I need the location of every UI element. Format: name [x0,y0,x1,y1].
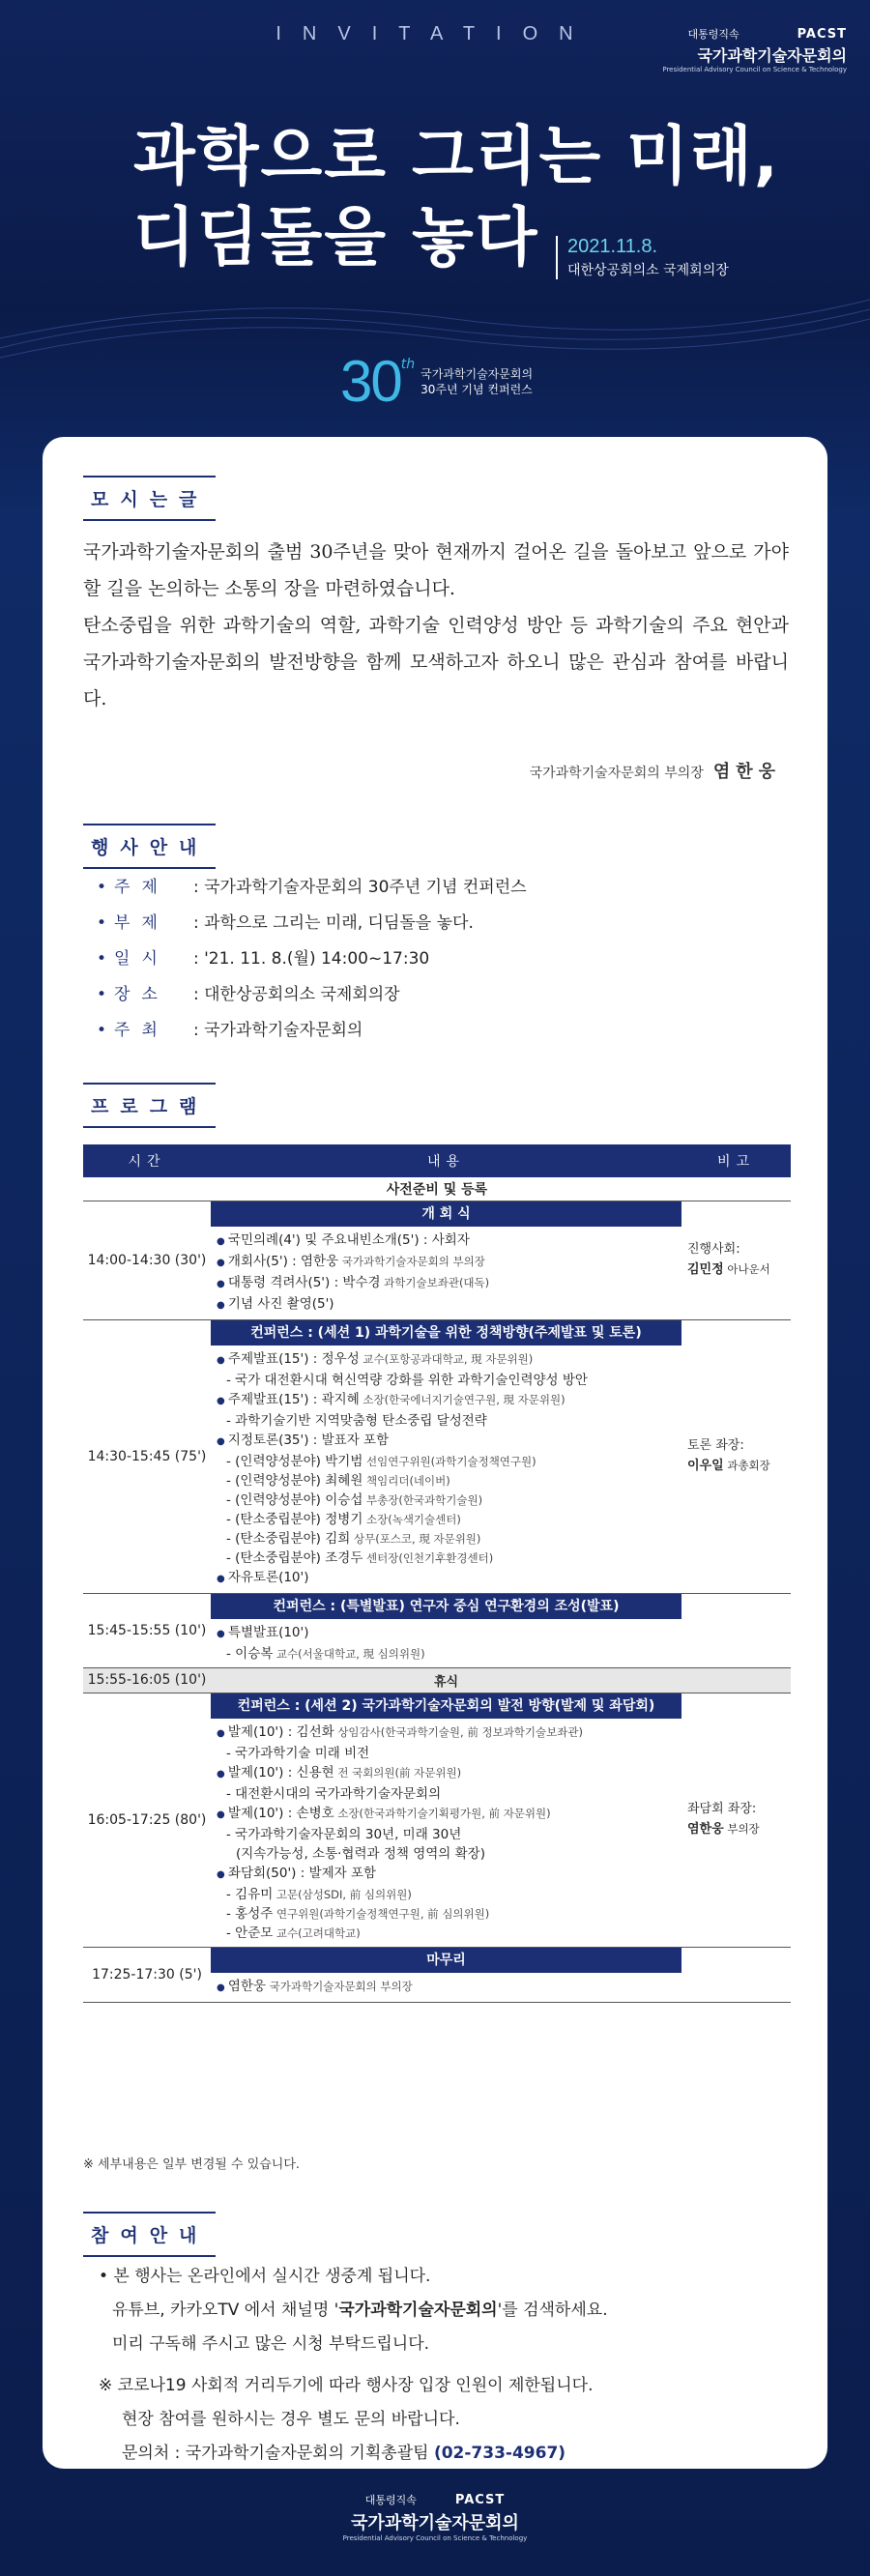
program-item [217,1273,676,1294]
item-text: 자유토론(10') [227,1569,309,1585]
item-text: - 김유미 [226,1886,274,1902]
item-detail: 책임리더(네이버) [362,1473,450,1488]
session-content [211,1593,682,1667]
item-text: 염한웅 [227,1978,267,1994]
join-section [83,2212,216,2257]
anniversary-logo [340,348,533,415]
join-heading: 참여안내 [83,2212,216,2257]
session-content [211,1201,682,1319]
footer-org-name: 국가과학기술자문회의 [351,2513,519,2533]
session-time: 14:00-14:30 (30') [83,1201,211,1319]
signer-title: 국가과학기술자문회의 부의장 [529,766,704,781]
program-subitem [217,1885,676,1904]
program-subitem [217,1548,676,1568]
session-note [682,1319,791,1593]
session-content [211,1693,682,1947]
event-section [83,824,216,869]
event-date: 2021.11.8. [567,236,658,257]
program-item [217,1230,676,1252]
item-detail: 국가과학기술자문회의 부의장 [266,1979,413,1993]
program-subitem [217,1644,676,1664]
program-heading: 프로그램 [83,1083,216,1128]
item-text: - (탄소중립분야) 조경두 [226,1549,363,1566]
item-text: 주제발표(15') : 정우성 [227,1350,360,1367]
program-subitem [217,1471,676,1491]
item-text: - (탄소중립분야) 김희 [226,1530,351,1547]
session-note [682,1947,791,2002]
program-item [217,1804,676,1825]
event-row-value: : 국가과학기술자문회의 30주년 기념 컨퍼런스 [193,878,527,897]
item-text: 대통령 격려사(5') : 박수경 [227,1274,381,1290]
org-english-name: Presidential Advisory Council on Science & Technology [662,66,847,73]
program-item [217,1722,676,1744]
item-text: - (인력양성분야) 이승섭 [226,1491,363,1508]
program-subitem [217,1744,676,1763]
session-content [211,1319,682,1593]
item-detail: 부총장(한국과학기술원) [362,1492,483,1507]
item-text: - 이승복 [226,1645,274,1662]
item-text: 발제(10') : 신용현 [227,1764,334,1780]
footer-org-english: Presidential Advisory Council on Science & Technology [342,2534,528,2542]
program-subitem [217,1452,676,1471]
greeting-section [83,476,216,521]
footer-top-row [0,2492,870,2507]
greeting-paragraph-1: 국가과학기술자문회의 출범 30주년을 맞아 현재까지 걸어온 길을 돌아보고 앞으로 가야할 길을 논의하는 소통의 장을 마련하였습니다. [83,541,789,599]
join-line-1: • 본 행사는 온라인에서 실시간 생중계 됩니다. [99,2267,431,2286]
program-subitem [217,1825,676,1844]
contact-label: 문의처 : 국가과학기술자문회의 기획총괄팀 [122,2444,434,2463]
program-item [217,1568,676,1589]
org-abbr: PACST [797,27,847,42]
session-content [211,1947,682,2002]
session-items [211,1619,682,1667]
program-item [217,1864,676,1885]
session-items [211,1227,682,1319]
session-items [211,1346,682,1593]
date-venue-box [556,236,729,279]
event-row [97,1013,527,1049]
org-small-label: 대통령직속 [687,28,740,41]
item-text: - 안준모 [226,1925,274,1941]
event-row-value: : 국가과학기술자문회의 [193,1021,363,1040]
session-row [83,1947,791,2002]
item-text: (지속가능성, 소통·협력과 정책 영역의 확장) [236,1845,485,1862]
title-line-2: 디딤돌을 놓다 [133,200,539,275]
col-time: 시간 [83,1144,211,1177]
program-item [217,1390,676,1411]
item-detail: 고문(삼성SDI, 前 심의위원) [273,1887,412,1901]
col-note: 비고 [682,1144,791,1177]
join-line-5: 현장 참여를 원하시는 경우 별도 문의 바랍니다. [122,2410,460,2429]
item-text: - 국가 대전환시대 혁신역량 강화를 위한 과학기술인력양성 방안 [226,1372,588,1388]
event-info-list [97,870,527,1049]
session-time: 15:55-16:05 (10') [83,1667,211,1693]
title-line-1: 과학으로 그리는 미래, [133,119,780,193]
item-text: - 과학기술기반 지역맞춤형 탄소중립 달성전략 [226,1412,487,1429]
note-label: 진행사회: [687,1242,740,1257]
event-row-value: : '21. 11. 8.(월) 14:00~17:30 [193,949,430,969]
session-note [682,1593,791,1667]
anniversary-text [420,366,533,397]
signature [530,758,781,783]
org-name: 국가과학기술자문회의 [697,46,847,65]
session-note [682,1667,791,1693]
event-venue: 대한상공회의소 국제회의장 [567,263,729,278]
session-row [83,1201,791,1319]
program-item [217,1349,676,1371]
program-subitem [217,1924,676,1943]
hero-header [0,0,870,445]
item-text: 발제(10') : 손병호 [227,1805,334,1821]
item-text: 지정토론(35') : 발표자 포함 [227,1432,390,1448]
session-title: 개 회 식 [211,1201,682,1227]
join-line-2a: 유튜브, 카카오TV 에서 채널명 ' [112,2301,339,2320]
item-detail: 소장(한국과학기술기획평가원, 前 자문위원) [334,1806,551,1820]
event-row [97,941,527,977]
event-row-key: • 주제 [97,870,193,906]
note-name: 이우일 [687,1459,724,1473]
anniversary-line-2: 30주년 기념 컨퍼런스 [420,382,533,396]
col-content: 내용 [211,1144,682,1177]
contact-phone: (02-733-4967) [433,2444,566,2463]
item-text: 좌담회(50') : 발제자 포함 [227,1865,377,1881]
greeting-paragraph-2: 탄소중립을 위한 과학기술의 역할, 과학기술 인력양성 방안 등 과학기술의 주요 현안과 국가과학기술자문회의 발전방향을 함께 모색하고자 하오니 많은 관심과 참여를 바랍니다. [83,615,789,709]
program-item [217,1623,676,1644]
item-detail: 전 국회의원(前 자문위원) [334,1765,462,1780]
program-subitem [217,1510,676,1529]
program-subitem [217,1529,676,1548]
session-row [83,1319,791,1593]
session-title: 컨퍼런스 : (세션 2) 국가과학기술자문회의 발전 방향(발제 및 좌담회) [211,1693,682,1719]
item-text: - 국가과학기술자문회의 30년, 미래 30년 [226,1826,462,1842]
item-detail: 연구위원(과학기술정책연구원, 前 심의위원) [273,1906,490,1921]
footer-logo [0,2492,870,2542]
program-section [83,1083,216,1128]
program-subitem [217,1844,676,1864]
join-info [99,2260,608,2471]
note-label: 좌담회 좌장: [687,1802,757,1816]
session-items [211,1719,682,1947]
item-detail: 교수(고려대학교) [273,1925,361,1940]
item-detail: 교수(포항공과대학교, 現 자문위원) [359,1351,534,1366]
event-row [97,977,527,1013]
item-text: - 홍성주 [226,1905,274,1922]
join-line-6 [99,2437,608,2471]
item-detail: 상무(포스코, 現 자문위원) [350,1531,481,1546]
program-table [83,1144,791,2003]
note-role: 아나운서 [723,1262,770,1276]
session-row [83,1593,791,1667]
item-text: - (인력양성분야) 박기범 [226,1453,363,1469]
program-subitem [217,1784,676,1804]
item-text: 기념 사진 촬영(5') [227,1295,334,1312]
item-text: - 대전환시대의 국가과학기술자문회의 [226,1785,442,1802]
prep-row [83,1177,791,1201]
session-note [682,1693,791,1947]
item-text: - 국가과학기술 미래 비전 [226,1745,370,1761]
prep-label: 사전준비 및 등록 [83,1177,791,1201]
signer-name: 염한웅 [712,762,781,782]
item-text: 발제(10') : 김선화 [227,1723,334,1740]
anniversary-number: 30 [340,349,401,414]
event-row-key: • 부제 [97,906,193,941]
item-text: 국민의례(4') 및 주요내빈소개(5') : 사회자 [227,1231,470,1248]
item-detail: 국가과학기술자문회의 부의장 [338,1254,485,1268]
note-name: 김민정 [687,1262,724,1277]
join-line-4: ※ 코로나19 사회적 거리두기에 따라 행사장 입장 인원이 제한됩니다. [99,2376,594,2395]
channel-name: 국가과학기술자문회의 [338,2301,498,2320]
session-time: 15:45-15:55 (10') [83,1593,211,1667]
program-item [217,1977,676,1998]
item-text: 개회사(5') : 염한웅 [227,1253,339,1269]
event-heading: 행사안내 [83,824,216,869]
session-title: 마무리 [211,1948,682,1973]
program-subitem [217,1491,676,1510]
event-row-key: • 일시 [97,941,193,977]
program-footnote: ※ 세부내용은 일부 변경될 수 있습니다. [83,2157,301,2172]
item-text: 특별발표(10') [227,1624,309,1640]
event-row-key: • 주최 [97,1013,193,1049]
break-label: 휴식 [211,1667,682,1693]
event-row [97,906,527,941]
item-detail: 센터장(인천기후환경센터) [362,1550,494,1565]
join-line-3: 미리 구독해 주시고 많은 시청 부탁드립니다. [112,2334,430,2354]
note-label: 토론 좌장: [687,1438,744,1453]
session-time: 17:25-17:30 (5') [83,1947,211,2002]
program-item [217,1294,676,1316]
session-time: 16:05-17:25 (80') [83,1693,211,1947]
item-text: - (인력양성분야) 최혜원 [226,1472,363,1489]
event-row-key: • 장소 [97,977,193,1013]
session-note [682,1201,791,1319]
session-items [211,1973,682,2002]
item-detail: 소장(녹색기술센터) [362,1512,461,1526]
program-item [217,1431,676,1452]
session-row [83,1693,791,1947]
item-detail: 상임감사(한국과학기술원, 前 정보과학기술보좌관) [334,1724,583,1739]
item-detail: 선임연구위원(과학기술정책연구원) [362,1454,536,1468]
program-subitem [217,1371,676,1390]
item-detail: 과학기술보좌관(대독) [380,1275,490,1289]
footer-org-small: 대통령직속 [364,2494,417,2506]
greeting-heading: 모시는글 [83,476,216,521]
note-role: 과총회장 [723,1459,770,1472]
event-row [97,870,527,906]
org-logo-top [662,23,847,73]
content-card [43,437,827,2469]
session-title: 컨퍼런스 : (특별발표) 연구자 중심 연구환경의 조성(발표) [211,1594,682,1619]
anniversary-suffix: th [400,356,416,372]
footer-org-abbr: PACST [454,2493,506,2507]
session-title: 컨퍼런스 : (세션 1) 과학기술을 위한 정책방향(주제발표 및 토론) [211,1320,682,1346]
program-subitem [217,1411,676,1431]
note-name: 염한웅 [687,1822,724,1837]
event-row-value: : 과학으로 그리는 미래, 디딤돌을 놓다. [193,913,474,933]
item-detail: 소장(한국에너지기술연구원, 現 자문위원) [359,1392,566,1406]
item-text: - (탄소중립분야) 정병기 [226,1511,363,1527]
invitation-label: INVITATION [276,23,594,44]
join-line-2c: '를 검색하세요. [497,2301,608,2320]
item-text: 주제발표(15') : 곽지혜 [227,1391,360,1407]
session-time: 14:30-15:45 (75') [83,1319,211,1593]
item-detail: 교수(서울대학교, 現 심의위원) [273,1646,425,1661]
note-role: 부의장 [723,1822,760,1836]
program-item [217,1252,676,1273]
break-row [83,1667,791,1693]
program-subitem [217,1904,676,1924]
anniversary-line-1: 국가과학기술자문회의 [420,366,534,381]
join-line-2 [99,2294,608,2328]
event-row-value: : 대한상공회의소 국제회의장 [193,985,400,1004]
program-header-row [83,1144,791,1177]
program-item [217,1763,676,1784]
